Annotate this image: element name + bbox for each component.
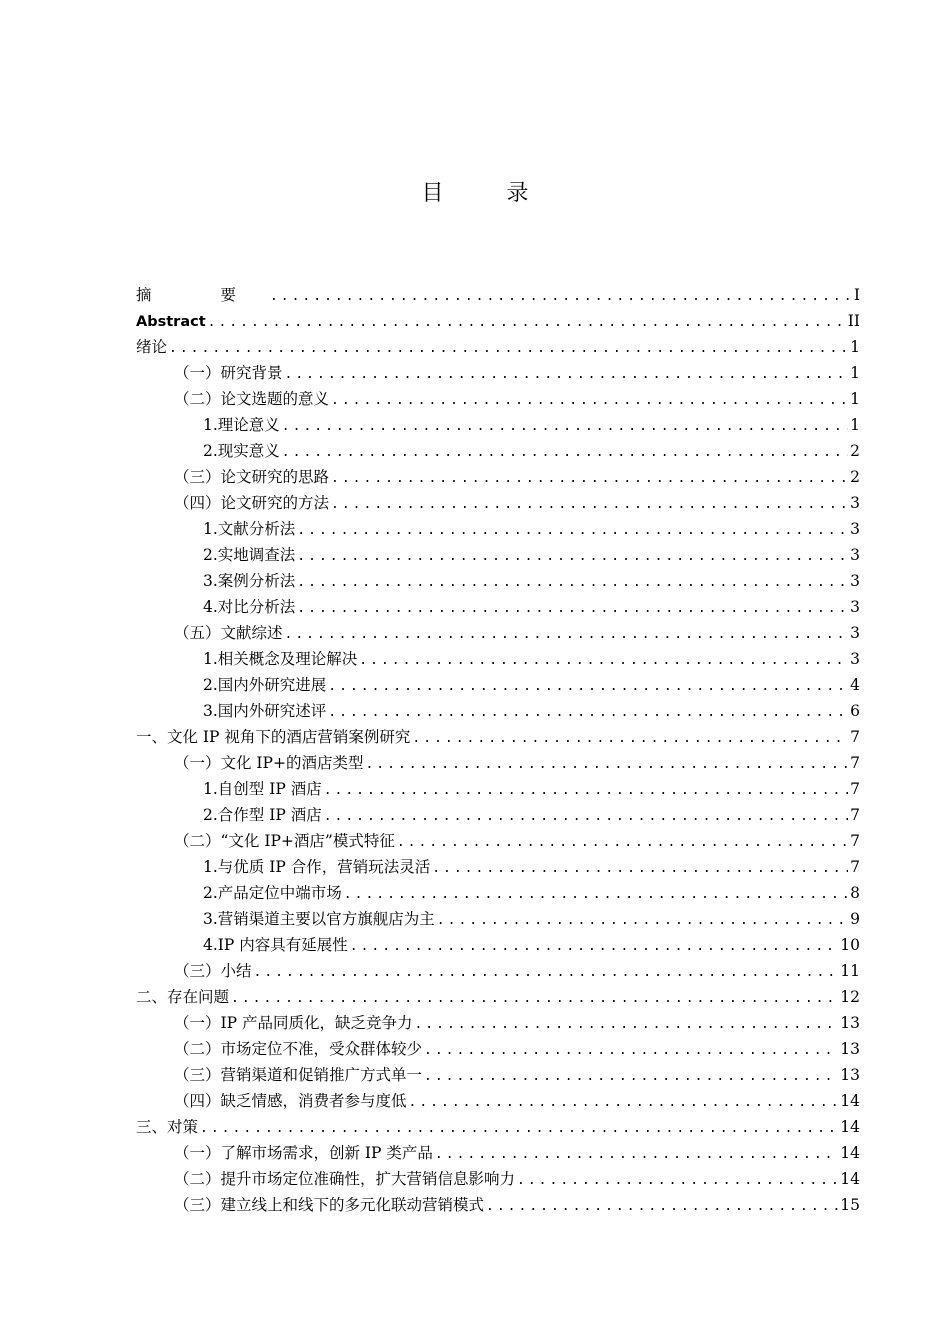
toc-entry[interactable] [136, 1166, 860, 1192]
toc-leader-dots [324, 804, 848, 828]
toc-entry[interactable] [136, 282, 860, 308]
toc-leader-dots [208, 310, 846, 334]
toc-entry-label: 2.现实意义 [203, 442, 280, 460]
toc-entry-page: 12 [840, 988, 860, 1006]
toc-entry-page: 14 [840, 1170, 860, 1188]
toc-leader-dots [328, 700, 848, 724]
toc-entry[interactable] [136, 360, 860, 386]
toc-entry[interactable] [136, 1192, 860, 1218]
toc-entry-page: 1 [850, 390, 860, 408]
toc-entry[interactable] [136, 594, 860, 620]
toc-entry[interactable] [136, 646, 860, 672]
toc-entry-label: （二）提升市场定位准确性，扩大营销信息影响力 [174, 1170, 516, 1188]
toc-entry[interactable] [136, 542, 860, 568]
toc-entry[interactable] [136, 490, 860, 516]
toc-entry-label: 4.IP 内容具有延展性 [203, 936, 348, 954]
toc-entry[interactable] [136, 1036, 860, 1062]
toc-entry-label: 1.相关概念及理论解决 [203, 650, 358, 668]
toc-entry[interactable] [136, 724, 860, 750]
toc-entry-page: 3 [850, 520, 860, 538]
toc-entry-label: （二）“文化 IP+酒店”模式特征 [174, 832, 395, 850]
toc-entry-label: 1.文献分析法 [203, 520, 296, 538]
toc-leader-dots [297, 518, 848, 542]
toc-entry-label: （一）文化 IP+的酒店类型 [174, 754, 364, 772]
toc-entry-label: 3.案例分析法 [203, 572, 296, 590]
toc-leader-dots [350, 934, 838, 958]
toc-entry-page: II [847, 312, 860, 330]
toc-entry-page: 1 [850, 338, 860, 356]
toc-entry[interactable] [136, 308, 860, 334]
toc-leader-dots [285, 622, 849, 646]
toc-leader-dots [285, 362, 849, 386]
toc-leader-dots [297, 570, 848, 594]
toc-leader-dots [328, 674, 848, 698]
toc-entry-label: （四）缺乏情感，消费者参与度低 [174, 1092, 407, 1110]
table-of-contents [136, 282, 860, 1218]
toc-entry-page: 3 [850, 650, 860, 668]
toc-entry-label: （三）建立线上和线下的多元化联动营销模式 [174, 1196, 485, 1214]
toc-leader-dots [365, 752, 848, 776]
toc-leader-dots [424, 1064, 838, 1088]
toc-entry-label: 绪论 [136, 338, 168, 356]
toc-leader-dots [432, 856, 848, 880]
toc-entry[interactable] [136, 698, 860, 724]
toc-entry[interactable] [136, 438, 860, 464]
toc-entry-label: 1.自创型 IP 酒店 [203, 780, 322, 798]
toc-leader-dots [231, 986, 838, 1010]
toc-entry-page: 14 [840, 1144, 860, 1162]
toc-leader-dots [435, 1142, 838, 1166]
toc-leader-dots [324, 778, 848, 802]
toc-entry-label: （一）IP 产品同质化，缺乏竞争力 [174, 1014, 413, 1032]
toc-entry-page: 10 [840, 936, 860, 954]
toc-entry[interactable] [136, 620, 860, 646]
toc-leader-dots [297, 544, 848, 568]
toc-entry-page: 8 [850, 884, 860, 902]
toc-leader-dots [517, 1168, 838, 1192]
toc-entry-page: 7 [850, 832, 860, 850]
toc-leader-dots [437, 908, 848, 932]
toc-entry-page: 3 [850, 546, 860, 564]
toc-entry-page: 7 [850, 858, 860, 876]
toc-entry-label: 二、存在问题 [136, 988, 230, 1006]
toc-entry[interactable] [136, 750, 860, 776]
toc-entry-label: （三）小结 [174, 962, 252, 980]
toc-leader-dots [331, 388, 848, 412]
toc-leader-dots [254, 960, 839, 984]
toc-entry[interactable] [136, 854, 860, 880]
toc-entry-label: 三、对策 [136, 1118, 199, 1136]
toc-leader-dots [412, 726, 848, 750]
toc-leader-dots [409, 1090, 839, 1114]
toc-entry[interactable] [136, 1088, 860, 1114]
toc-entry-label: （四）论文研究的方法 [174, 494, 330, 512]
page-title: 目 录 [421, 181, 557, 206]
toc-entry-page: 13 [840, 1066, 860, 1084]
toc-entry-page: 13 [840, 1014, 860, 1032]
toc-entry[interactable] [136, 958, 860, 984]
toc-leader-dots [331, 492, 848, 516]
toc-entry[interactable] [136, 932, 860, 958]
toc-entry-label: （二）论文选题的意义 [174, 390, 330, 408]
toc-entry[interactable] [136, 568, 860, 594]
toc-entry-label: 2.合作型 IP 酒店 [203, 806, 322, 824]
toc-entry-page: 3 [850, 624, 860, 642]
toc-entry-label: 4.对比分析法 [203, 598, 296, 616]
toc-entry-page: 13 [840, 1040, 860, 1058]
toc-entry-page: 1 [850, 416, 860, 434]
toc-entry[interactable] [136, 334, 860, 360]
toc-leader-dots [282, 440, 848, 464]
toc-leader-dots [424, 1038, 838, 1062]
toc-entry-page: 14 [840, 1118, 860, 1136]
toc-entry-page: 15 [840, 1196, 860, 1214]
toc-entry-page: 3 [850, 494, 860, 512]
toc-leader-dots [359, 648, 848, 672]
toc-entry-label: （三）论文研究的思路 [174, 468, 330, 486]
toc-entry[interactable] [136, 802, 860, 828]
toc-entry[interactable] [136, 776, 860, 802]
toc-entry-label: 3.国内外研究述评 [203, 702, 327, 720]
toc-entry-label: （三）营销渠道和促销推广方式单一 [174, 1066, 423, 1084]
toc-entry-page: I [853, 286, 860, 304]
toc-leader-dots [397, 830, 848, 854]
toc-entry-page: 2 [850, 442, 860, 460]
toc-entry-label: 1.理论意义 [203, 416, 280, 434]
toc-entry-label: （一）研究背景 [174, 364, 283, 382]
toc-entry-page: 3 [850, 598, 860, 616]
toc-entry-label: 3.营销渠道主要以官方旗舰店为主 [203, 910, 435, 928]
toc-entry-page: 2 [850, 468, 860, 486]
toc-leader-dots [414, 1012, 838, 1036]
toc-entry[interactable] [136, 516, 860, 542]
toc-entry-label: 一、文化 IP 视角下的酒店营销案例研究 [136, 728, 411, 746]
toc-entry[interactable] [136, 1140, 860, 1166]
toc-entry-label: （五）文献综述 [174, 624, 283, 642]
toc-entry-page: 7 [850, 806, 860, 824]
toc-entry-page: 1 [850, 364, 860, 382]
toc-entry-label: Abstract [136, 314, 206, 330]
toc-entry[interactable] [136, 984, 860, 1010]
toc-entry-page: 6 [850, 702, 860, 720]
toc-entry[interactable] [136, 880, 860, 906]
toc-entry-page: 9 [850, 910, 860, 928]
toc-entry-label: 2.实地调查法 [203, 546, 296, 564]
toc-entry-page: 7 [850, 780, 860, 798]
toc-entry-label: （二）市场定位不准，受众群体较少 [174, 1040, 423, 1058]
toc-leader-dots [344, 882, 848, 906]
toc-entry-page: 11 [840, 962, 860, 980]
toc-leader-dots [169, 336, 848, 360]
toc-entry-page: 4 [850, 676, 860, 694]
toc-entry-label: 2.产品定位中端市场 [203, 884, 342, 902]
toc-leader-dots [200, 1116, 838, 1140]
toc-leader-dots [331, 466, 848, 490]
toc-entry-label: （一）了解市场需求，创新 IP 类产品 [174, 1144, 433, 1162]
toc-entry[interactable] [136, 828, 860, 854]
toc-leader-dots [270, 284, 852, 308]
toc-entry-label: 2.国内外研究进展 [203, 676, 327, 694]
toc-entry-label: 1.与优质 IP 合作，营销玩法灵活 [203, 858, 431, 876]
toc-entry[interactable] [136, 412, 860, 438]
toc-entry[interactable] [136, 386, 860, 412]
toc-entry[interactable] [136, 1062, 860, 1088]
toc-entry[interactable] [136, 1010, 860, 1036]
toc-entry[interactable] [136, 672, 860, 698]
toc-entry-page: 7 [850, 728, 860, 746]
toc-entry-page: 14 [840, 1092, 860, 1110]
toc-entry-page: 7 [850, 754, 860, 772]
toc-entry[interactable] [136, 464, 860, 490]
toc-leader-dots [297, 596, 848, 620]
toc-leader-dots [486, 1194, 838, 1218]
toc-entry-label: 摘 要 [136, 286, 268, 304]
toc-entry-page: 3 [850, 572, 860, 590]
toc-leader-dots [282, 414, 848, 438]
toc-entry[interactable] [136, 906, 860, 932]
toc-entry[interactable] [136, 1114, 860, 1140]
